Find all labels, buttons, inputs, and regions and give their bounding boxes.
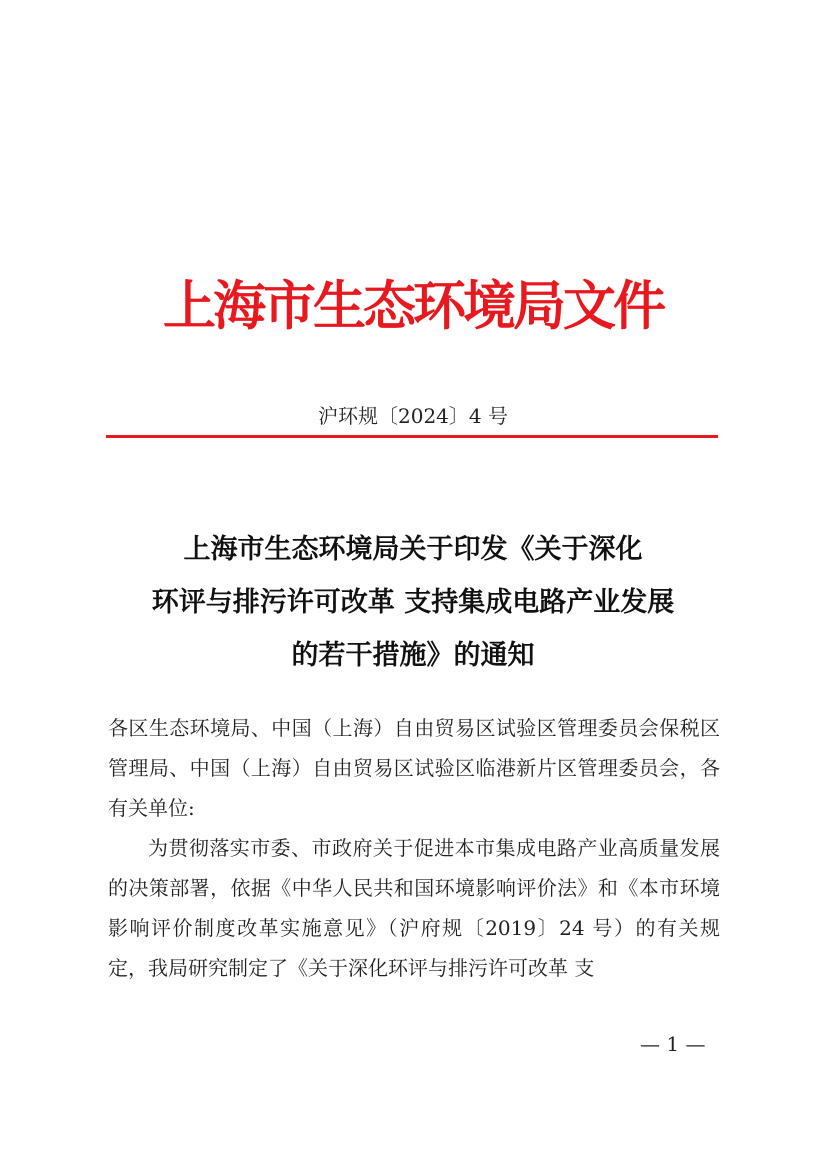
red-divider-rule [106,435,718,438]
document-number: 沪环规〔2024〕4 号 [318,404,508,428]
addressee-paragraph: 各区生态环境局、中国（上海）自由贸易区试验区管理委员会保税区管理局、中国（上海）自由贸易区试验区临港新片区管理委员会，各有关单位: [108,716,720,820]
notice-title-line: 的若干措施》的通知 [291,640,535,671]
notice-title-line: 环评与排污许可改革 支持集成电路产业发展 [151,587,675,618]
notice-title-line: 上海市生态环境局关于印发《关于深化 [183,534,643,565]
body-paragraph: 为贯彻落实市委、市政府关于促进本市集成电路产业高质量发展的决策部署，依据《中华人民共和国环境影响评价法》和《本市环境影响评价制度改革实施意见》（沪府规〔2019〕24 号）的有关规定，我局研究制定了《关于深化环评与排污许可改革 支 [108,836,720,980]
masthead-title: 上海市生态环境局文件 [163,276,663,337]
page-number: — 1 — [640,1032,706,1056]
notice-body [108,708,720,988]
notice-title [60,523,766,682]
